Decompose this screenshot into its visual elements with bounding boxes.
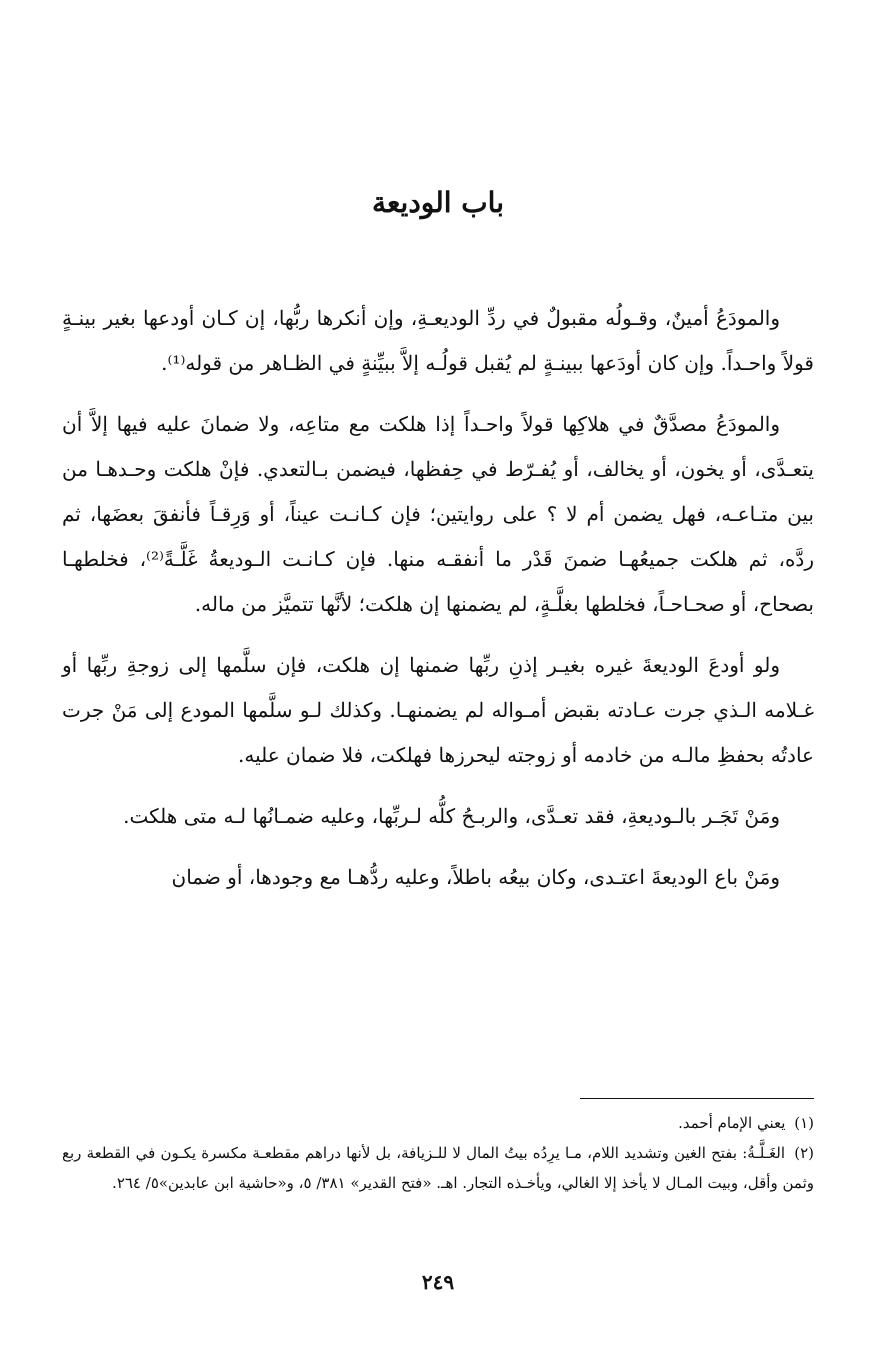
paragraph-4: ومَنْ تَجَـر بالـوديعةِ، فقد تعـدَّى، والربـحُ كلُّه لـربِّها، وعليه ضمـانُها لـه متى هلكت.: [123, 804, 780, 828]
footnote-1-number: (١): [794, 1114, 814, 1132]
footnote-2-text: الغَـلَّـةُ: بفتح الغين وتشديد اللام، مـا يرِدُه بيتُ المال لا للـزيافة، بل لأنها دراهم مقطعـة مكسرة يكـون في القطعة ربع وثمن وأقل، وبيت المـال لا يأخذ إلا الغالي، ويأخـذه التجار. اهـ. «فتح القدير» ٣٨١/ ٥، و«حاشية ابن عابدين»٥/ ٢٦٤.: [62, 1144, 814, 1192]
book-page: [62, 0, 814, 1368]
paragraph-5: ومَنْ باع الوديعةَ اعتـدى، وكان بيعُه باطلاً، وعليه ردُّهـا مع وجودها، أو ضمان: [171, 865, 780, 889]
main-text: [62, 296, 814, 916]
page-number: ٢٤٩: [421, 1270, 455, 1294]
chapter-title: باب الوديعة: [372, 186, 504, 219]
paragraph-2: والمودَعُ مصدَّقٌ في هلاكِها قولاً واحـداً إذا هلكت مع متاعِه، ولا ضمانَ عليه فيها إلاَّ أن يتعـدَّى، أو يخون، أو يخالف، أو يُفـرّط في حِفظها، فيضمن بـالتعدي. فإنْ هلكت وحـدهـا من بين متـاعـه، فهل يضمن أم لا ؟ على روايتين؛ فإن كـانـت عيناً، أو وَرِقـاً فأنفقَ بعضَها، ثم ردَّه، ثم هلكت جميعُهـا ضمنَ قَدْر ما أنفقـه منها. فإن كـانـت الـوديعةُ غَلَّـةً⁽²⁾، فخلطهـا بصحاح، أو صحـاحـاً، فخلطها بغلَّـةٍ، لم يضمنها إن هلكت؛ لأنَّها تتميَّز من ماله.: [62, 412, 815, 616]
footnote-2: [62, 1138, 814, 1198]
footnote-2-number: (٢): [794, 1144, 814, 1162]
paragraph-3: ولو أودعَ الوديعةَ غيره بغيـر إذنِ ربِّها ضمنها إن هلكت، فإن سلَّمها إلى زوجةِ ربِّها أو غـلامه الـذي جرت عـادته بقبض أمـواله لم يضمنهـا. وكذلك لـو سلَّمها المودع إلى مَنْ جرت عادتُه بحفظِ مالـه من خادمه أو زوجته ليحرزها فهلكت، فلا ضمان عليه.: [62, 653, 814, 767]
footnote-1: [62, 1108, 814, 1138]
footnote-divider: [580, 1098, 814, 1099]
footnotes: [62, 1108, 814, 1198]
paragraph-1: والمودَعُ أمينٌ، وقـولُه مقبولٌ في ردِّ الوديعـةِ، وإن أنكرها ربُّها، إن كـان أودعها بغير بينـةٍ قولاً واحـداً. وإن كان أودَعها ببينـةٍ لم يُقبل قولُـه إلاَّ ببيِّنةٍ في الظـاهر من قوله⁽¹⁾.: [62, 306, 814, 375]
footnote-1-text: يعني الإمام أحمد.: [678, 1114, 786, 1132]
